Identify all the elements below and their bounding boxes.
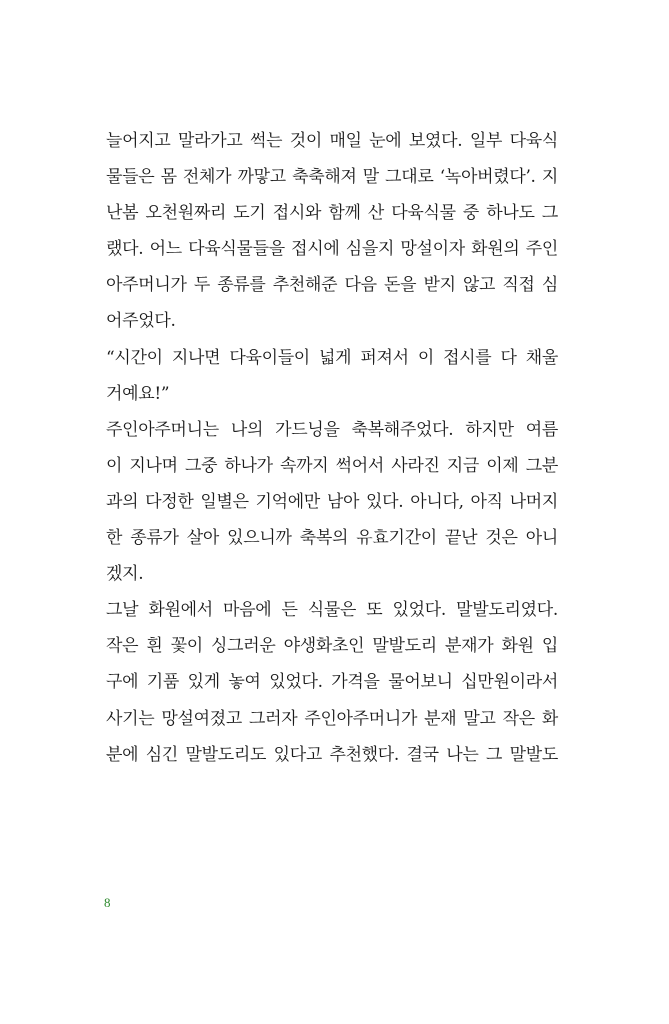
text-line: 거예요!”: [106, 383, 170, 404]
text-line: 주인아주머니는 나의 가드닝을 축복해주었다. 하지만 여름: [106, 419, 558, 440]
text-line: 한 종류가 살아 있으니까 축복의 유효기간이 끝난 것은 아니: [106, 528, 558, 549]
text-line: 그날 화원에서 마음에 든 식물은 또 있었다. 말발도리였다.: [106, 600, 558, 621]
text-line: 이 지나며 그중 하나가 속까지 썩어서 사라진 지금 이제 그분: [106, 455, 558, 476]
text-line: 늘어지고 말라가고 썩는 것이 매일 눈에 보였다. 일부 다육식: [106, 131, 558, 151]
text-line: 분에 심긴 말발도리도 있다고 추천했다. 결국 나는 그 말발도: [106, 744, 558, 765]
text-line: 구에 기품 있게 놓여 있었다. 가격을 물어보니 십만원이라서: [106, 672, 558, 693]
text-line: 어주었다.: [106, 311, 176, 332]
page-number: 8: [104, 895, 111, 910]
text-line: 작은 흰 꽃이 싱그러운 야생화초인 말발도리 분재가 화원 입: [106, 636, 558, 657]
text-line: 아주머니가 두 종류를 추천해준 다음 돈을 받지 않고 직접 심: [106, 275, 558, 296]
text-line: 랬다. 어느 다육식물들을 접시에 심을지 망설이자 화원의 주인: [106, 239, 558, 260]
text-line: 과의 다정한 일별은 기억에만 남아 있다. 아니다, 아직 나머지: [106, 491, 558, 512]
text-line: 난봄 오천원짜리 도기 접시와 함께 산 다육식물 중 하나도 그: [106, 203, 558, 224]
text-line: 물들은 몸 전체가 까맣고 축축해져 말 그대로 ‘녹아버렸다’. 지: [106, 167, 558, 188]
body-text: [106, 123, 558, 773]
text-line: 겠지.: [106, 564, 144, 585]
text-line: “시간이 지나면 다육이들이 넓게 퍼져서 이 접시를 다 채울: [106, 347, 558, 368]
text-line: 사기는 망설여졌고 그러자 주인아주머니가 분재 말고 작은 화: [106, 708, 558, 729]
